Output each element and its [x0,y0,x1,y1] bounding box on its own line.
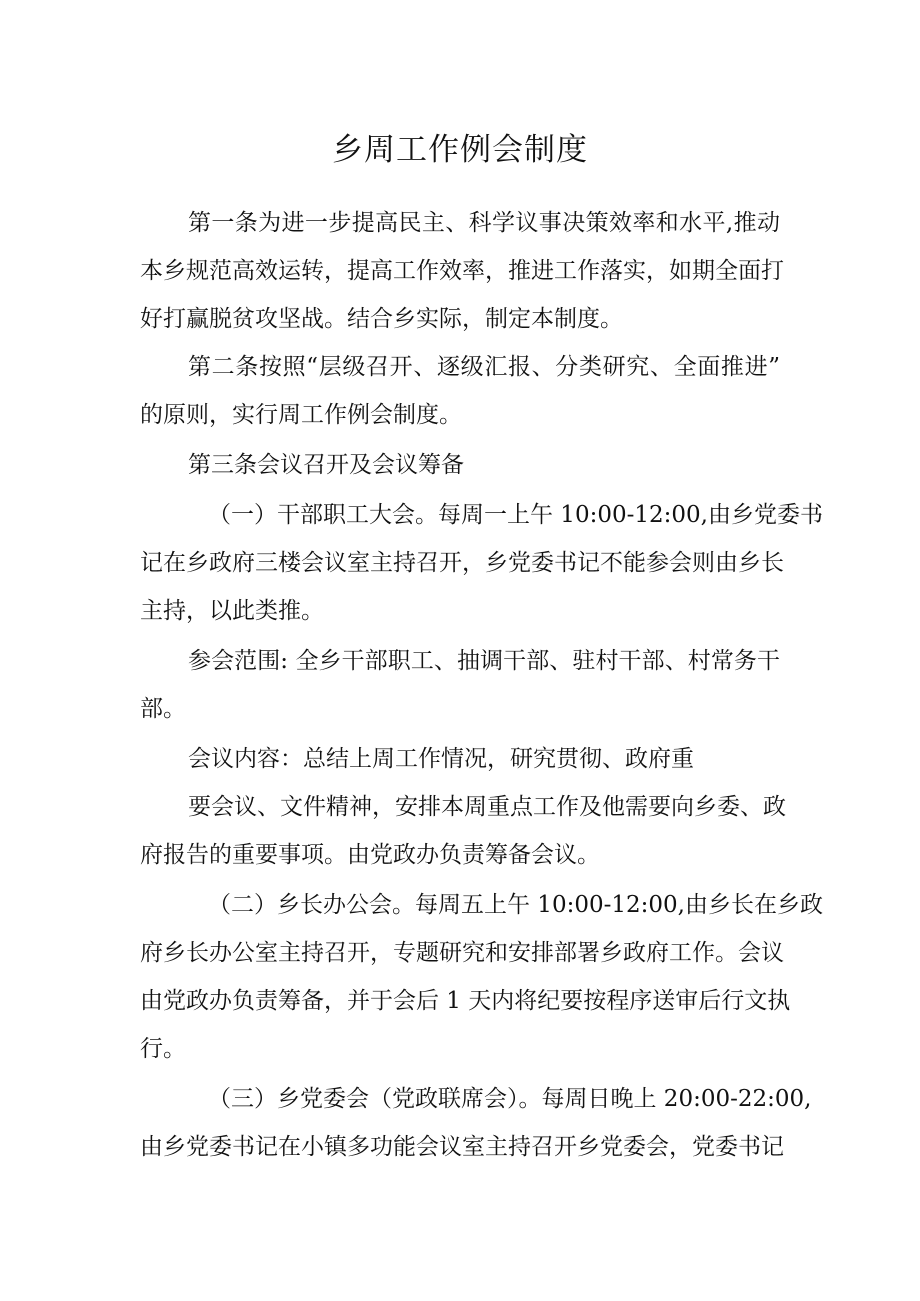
body-line: 本乡规范高效运转，提高工作效率，推进工作落实，如期全面打 [140,258,784,284]
body-line: 府乡长办公室主持召开，专题研究和安排部署乡政府工作。会议 [140,940,784,966]
body-line: 由乡党委书记在小镇多功能会议室主持召开乡党委会，党委书记 [140,1134,784,1160]
section-heading: 第三条会议召开及会议筹备 [188,452,464,478]
body-line: 由党政办负责筹备，并于会后 1 天内将纪要按程序送审后行文执 [140,988,791,1014]
body-line: 会议内容：总结上周工作情况，研究贯彻、政府重 [188,746,694,772]
body-line: 的原则，实行周工作例会制度。 [140,402,462,428]
document-title: 乡周工作例会制度 [332,132,588,168]
body-line: 主持，以此类推。 [140,598,324,624]
body-line: 行。 [140,1036,186,1062]
body-line: 部。 [140,696,186,722]
body-line: 参会范围: 全乡干部职工、抽调干部、驻村干部、村常务干 [188,648,780,674]
body-line: 第二条按照“层级召开、逐级汇报、分类研究、全面推进” [188,354,780,380]
body-line: 第一条为进一步提高民主、科学议事决策效率和水平,推动 [188,210,780,236]
body-line: 记在乡政府三楼会议室主持召开，乡党委书记不能参会则由乡长 [140,550,784,576]
body-line: （三）乡党委会（党政联席会）。每周日晚上 20:00-22:00, [208,1086,812,1112]
body-line: 府报告的重要事项。由党政办负责筹备会议。 [140,842,600,868]
body-line: 要会议、文件精神，安排本周重点工作及他需要向乡委、政 [188,794,786,820]
body-line: 好打赢脱贫攻坚战。结合乡实际，制定本制度。 [140,306,623,332]
body-line: （二）乡长办公会。每周五上午 10:00-12:00,由乡长在乡政 [208,892,823,918]
body-line: （一）干部职工大会。每周一上午 10:00-12:00,由乡党委书 [208,502,823,528]
